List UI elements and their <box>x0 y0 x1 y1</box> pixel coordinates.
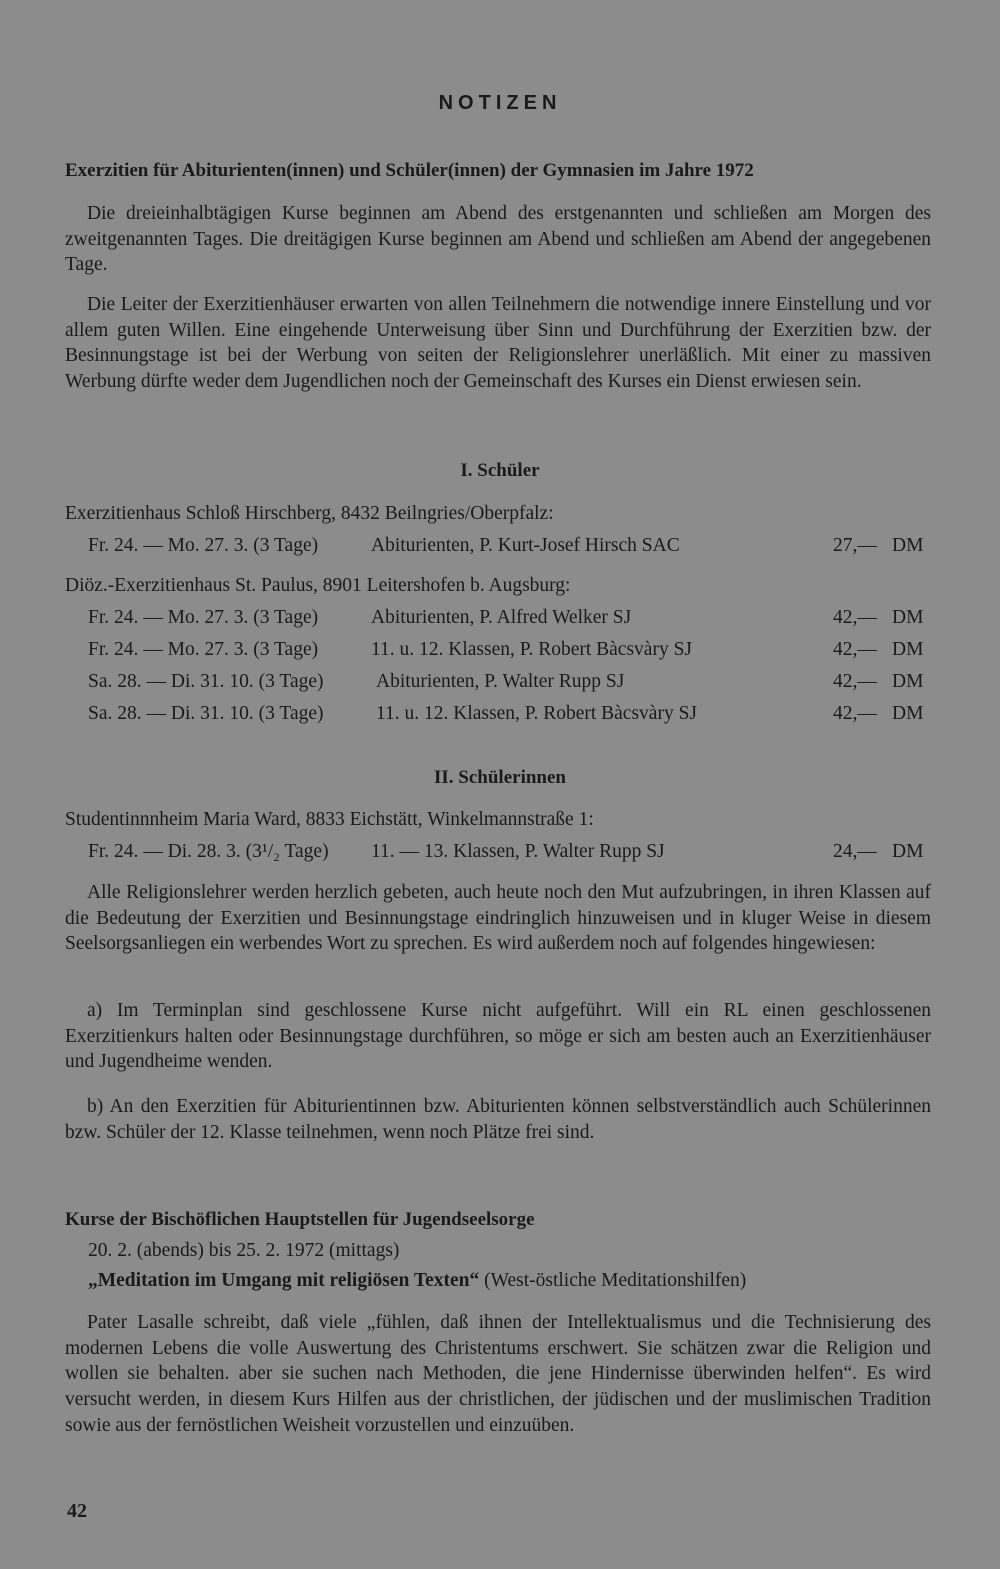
page-number: 42 <box>67 1500 87 1522</box>
course-price: 42,— <box>833 639 877 660</box>
course-date: Sa. 28. — Di. 31. 10. (3 Tage) <box>88 671 324 692</box>
location-leitershofen: Diöz.-Exerzitienhaus St. Paulus, 8901 Leitershofen b. Augsburg: <box>65 575 571 596</box>
course-price: 42,— <box>833 671 877 692</box>
course-price: 27,— <box>833 535 877 556</box>
course-description: Abiturienten, P. Alfred Welker SJ <box>371 607 632 628</box>
course-subtitle: (West-östliche Meditationshilfen) <box>479 1270 747 1291</box>
course-currency: DM <box>892 639 924 660</box>
page-title: NOTIZEN <box>438 92 562 114</box>
paragraph-lasalle: Pater Lasalle schreibt, daß viele „fühlen, daß ihnen der Intellektualismus und die Technisierung des modernen Lebens die volle Auswertung des Christentums erschwert. Sie schätzen zwar die Religion und wollen sie behalten. aber sie suchen nach Methoden, die jene Hindernisse überwinden helfen“. Es wird versucht werden, in diesem Kurs Hilfen aus der christlichen, der jüdischen und der muslimischen Tradition sowie aus der fernöstlichen Weisheit vorzustellen und einzuüben. <box>65 1312 931 1436</box>
course-title-line <box>88 1268 948 1294</box>
course-description: Abiturienten, P. Walter Rupp SJ <box>376 671 625 692</box>
course-date-line: 20. 2. (abends) bis 25. 2. 1972 (mittags) <box>88 1240 400 1261</box>
course-date: Fr. 24. — Mo. 27. 3. (3 Tage) <box>88 535 319 556</box>
subheading-schueler: I. Schüler <box>460 460 540 481</box>
course-price: 42,— <box>833 703 877 724</box>
paragraph-leaders-expectations: Die Leiter der Exerzitienhäuser erwarten von allen Teilnehmern die notwendige innere Einstellung und vor allem guten Willen. Eine eingehende Unterweisung über Sinn und Durchführung der Exerzitien bzw. der Besinnungstage ist bei der Werbung von seiten der Religionslehrer unerläßlich. Mit einer zu massiven Werbung dürfte weder dem Jugendlichen noch der Gemeinschaft des Kurses ein Dienst erwiesen sein. <box>65 294 931 393</box>
course-row <box>88 669 930 695</box>
course-row <box>88 605 930 631</box>
course-row <box>88 533 930 559</box>
course-date: Fr. 24. — Di. 28. 3. (3¹/₂ Tage) <box>88 841 329 862</box>
course-title: „Meditation im Umgang mit religiösen Texten“ <box>88 1270 480 1291</box>
section-heading-exerzitien: Exerzitien für Abiturienten(innen) und Schüler(innen) der Gymnasien im Jahre 1972 <box>65 160 754 181</box>
location-eichstaett: Studentinnnheim Maria Ward, 8833 Eichstätt, Winkelmannstraße 1: <box>65 809 594 830</box>
paragraph-note-a: a) Im Terminplan sind geschlossene Kurse nicht aufgeführt. Will ein RL einen geschlossenen Exerzitienkurs halten oder Besinnungstage durchführen, so möge er sich am besten auch an Exerzitienhäuser und Jugendheime wenden. <box>65 1000 931 1073</box>
paragraph-religion-teachers: Alle Religionslehrer werden herzlich gebeten, auch heute noch den Mut aufzubringen, in ihren Klassen auf die Bedeutung der Exerzitien und Besinnungstage eindringlich hinzuweisen und in kluger Weise in diesem Seelsorgsanliegen ein werbendes Wort zu sprechen. Es wird außerdem noch auf folgendes hingewiesen: <box>65 882 931 955</box>
course-price: 42,— <box>833 607 877 628</box>
course-description: 11. — 13. Klassen, P. Walter Rupp SJ <box>371 841 665 862</box>
section-heading-kurse: Kurse der Bischöflichen Hauptstellen für Jugendseelsorge <box>65 1209 535 1230</box>
course-currency: DM <box>892 841 924 862</box>
paragraph-course-times: Die dreieinhalbtägigen Kurse beginnen am Abend des erstgenannten und schließen am Morgen des zweitgenannten Tages. Die dreitägigen Kurse beginnen am Abend und schließen am Abend der angegebenen Tage. <box>65 203 931 276</box>
course-description: 11. u. 12. Klassen, P. Robert Bàcsvàry SJ <box>376 703 698 724</box>
course-currency: DM <box>892 607 924 628</box>
course-date: Sa. 28. — Di. 31. 10. (3 Tage) <box>88 703 324 724</box>
paragraph-note-b: b) An den Exerzitien für Abiturientinnen bzw. Abiturienten können selbstverständlich auch Schülerinnen bzw. Schüler der 12. Klasse teilnehmen, wenn noch Plätze frei sind. <box>65 1096 931 1143</box>
course-description: Abiturienten, P. Kurt-Josef Hirsch SAC <box>371 535 680 556</box>
course-currency: DM <box>892 535 924 556</box>
subheading-schuelerinnen: II. Schülerinnen <box>434 767 566 788</box>
course-date: Fr. 24. — Mo. 27. 3. (3 Tage) <box>88 607 319 628</box>
course-currency: DM <box>892 703 924 724</box>
course-row <box>88 701 930 727</box>
course-row <box>88 637 930 663</box>
course-description: 11. u. 12. Klassen, P. Robert Bàcsvàry SJ <box>371 639 693 660</box>
course-row <box>88 839 930 865</box>
course-date: Fr. 24. — Mo. 27. 3. (3 Tage) <box>88 639 319 660</box>
course-currency: DM <box>892 671 924 692</box>
course-price: 24,— <box>833 841 877 862</box>
location-hirschberg: Exerzitienhaus Schloß Hirschberg, 8432 Beilngries/Oberpfalz: <box>65 503 554 524</box>
